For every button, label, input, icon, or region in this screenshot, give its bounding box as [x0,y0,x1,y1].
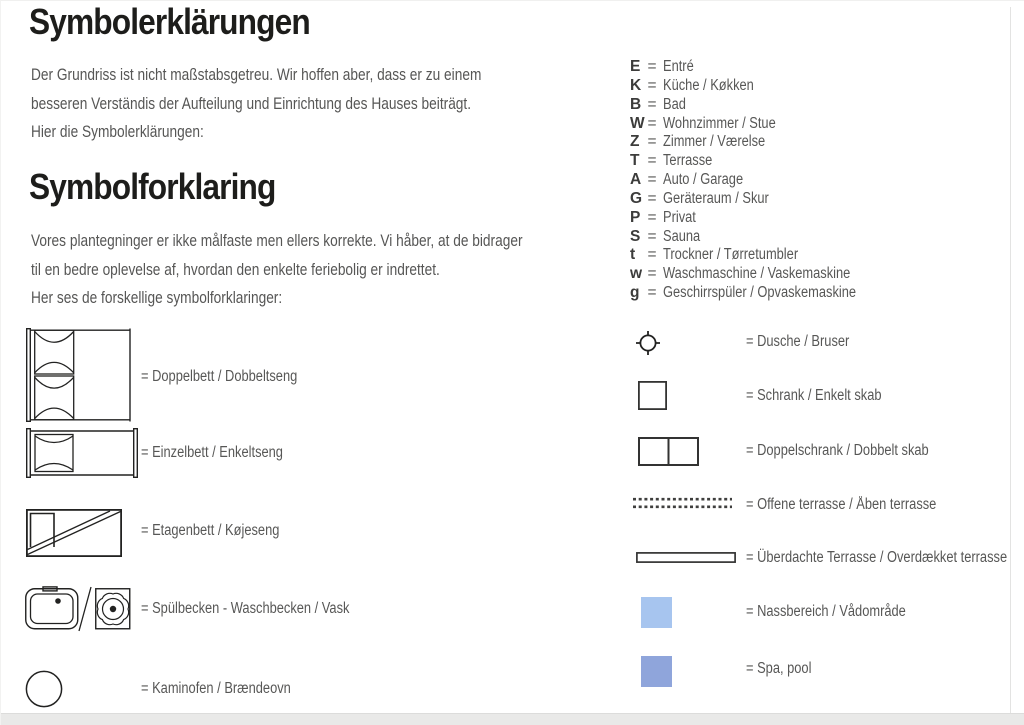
abbreviation-row [630,171,896,190]
paragraph-line: til en bedre oplevelse af, hvordan den enkelte feriebolig er indrettet. [31,260,440,279]
abbrev-letter: E [630,58,641,75]
abbrev-label: Küche / Køkken [663,76,754,94]
equals-sign: = [647,284,657,302]
wood-stove-icon [25,670,63,708]
equals-sign: = [647,133,657,151]
wood-stove-label: = Kaminofen / Brændeovn [141,680,291,697]
equals-sign: = [647,76,657,94]
spa-pool-icon [641,656,672,687]
abbrev-label: Geräteraum / Skur [663,189,769,207]
double-bed-icon [26,328,132,422]
abbrev-letter: T [630,152,640,170]
abbrev-label: Auto / Garage [663,171,744,189]
room-abbreviation-list [630,58,896,303]
single-bed-label: = Einzelbett / Enkeltseng [141,444,283,461]
abbreviation-row [630,152,896,171]
abbrev-label: Geschirrspüler / Opvaskemaskine [663,284,857,302]
spa-pool-label: = Spa, pool [746,660,812,677]
paragraph-line: besseren Verständis der Aufteilung und Einrichtung des Hauses beiträgt. [31,94,472,113]
abbrev-letter: g [630,284,640,302]
abbreviation-row [630,284,896,303]
sink-icons [25,586,132,633]
abbrev-letter: B [630,95,642,113]
abbrev-letter: t [630,246,636,264]
abbrev-letter: P [630,208,641,226]
abbrev-label: Terrasse [663,152,713,170]
abbreviation-row [630,246,896,265]
sink-label: = Spülbecken - Waschbecken / Vask [141,600,350,617]
abbreviation-row [630,96,896,115]
bunk-bed-icon [26,509,122,557]
covered-terrace-icon [636,552,736,563]
shower-icon [634,329,662,357]
abbrev-label: Privat [663,208,696,226]
abbrev-label: Waschmaschine / Vaskemaskine [663,265,851,283]
double-bed-label: = Doppelbett / Dobbeltseng [141,368,298,385]
abbrev-label: Entré [663,58,694,75]
abbrev-label: Bad [663,95,686,113]
equals-sign: = [647,208,657,226]
abbreviation-row [630,209,896,228]
abbreviation-row [630,77,896,96]
paragraph-line: Hier die Symbolerklärungen: [31,123,204,142]
abbrev-letter: G [630,189,643,207]
open-terrace-label: = Offene terrasse / Åben terrasse [746,496,937,513]
page-title-danish: Symbolforklaring [29,166,276,207]
open-terrace-icon [632,497,733,510]
abbrev-letter: S [630,227,641,245]
abbreviation-row [630,58,896,77]
abbrev-label: Sauna [663,227,701,245]
equals-sign: = [647,114,657,132]
wet-area-swatch [641,597,672,628]
covered-terrace-label: = Überdachte Terrasse / Overdækket terrasse [746,549,1008,566]
abbrev-label: Zimmer / Værelse [663,133,766,151]
abbrev-letter: A [630,171,642,189]
single-cabinet-icon [638,381,667,410]
abbreviation-row [630,265,896,284]
equals-sign: = [647,152,657,170]
double-cabinet-label: = Doppelschrank / Dobbelt skab [746,442,929,459]
page-title-german: Symbolerklärungen [29,1,310,42]
equals-sign: = [647,95,657,113]
double-cabinet-icon [638,437,699,466]
abbreviation-row [630,133,896,152]
spa-pool-swatch [641,656,672,687]
equals-sign: = [647,189,657,207]
bunk-bed-label: = Etagenbett / Køjeseng [141,522,280,539]
wet-area-label: = Nassbereich / Vådområde [746,603,906,620]
abbrev-label: Trockner / Tørretumbler [663,246,799,264]
equals-sign: = [647,265,657,283]
page-edge-right [1010,7,1011,713]
shower-label: = Dusche / Bruser [746,333,850,350]
abbreviation-row [630,190,896,209]
abbreviation-row [630,115,896,134]
abbrev-letter: w [630,265,643,283]
abbrev-letter: K [630,76,642,94]
abbreviation-row [630,228,896,247]
equals-sign: = [647,171,657,189]
paragraph-line: Her ses de forskellige symbolforklaringer: [31,289,283,308]
equals-sign: = [647,58,657,75]
intro-paragraph-german [31,61,574,147]
single-cabinet-label: = Schrank / Enkelt skab [746,387,882,404]
wet-area-icon [641,597,672,628]
single-bed-icon [26,428,138,478]
equals-sign: = [647,246,657,264]
abbrev-label: Wohnzimmer / Stue [663,114,776,132]
equals-sign: = [647,227,657,245]
abbrev-letter: W [630,114,645,132]
intro-paragraph-danish [31,227,623,313]
abbrev-letter: Z [630,133,640,151]
paragraph-line: Der Grundriss ist nicht maßstabsgetreu. Wir hoffen aber, dass er zu einem [31,66,482,84]
paragraph-line: Vores plantegninger er ikke målfaste men ellers korrekte. Vi håber, at de bidrager [31,232,523,250]
page-edge-bottom [1,713,1024,725]
